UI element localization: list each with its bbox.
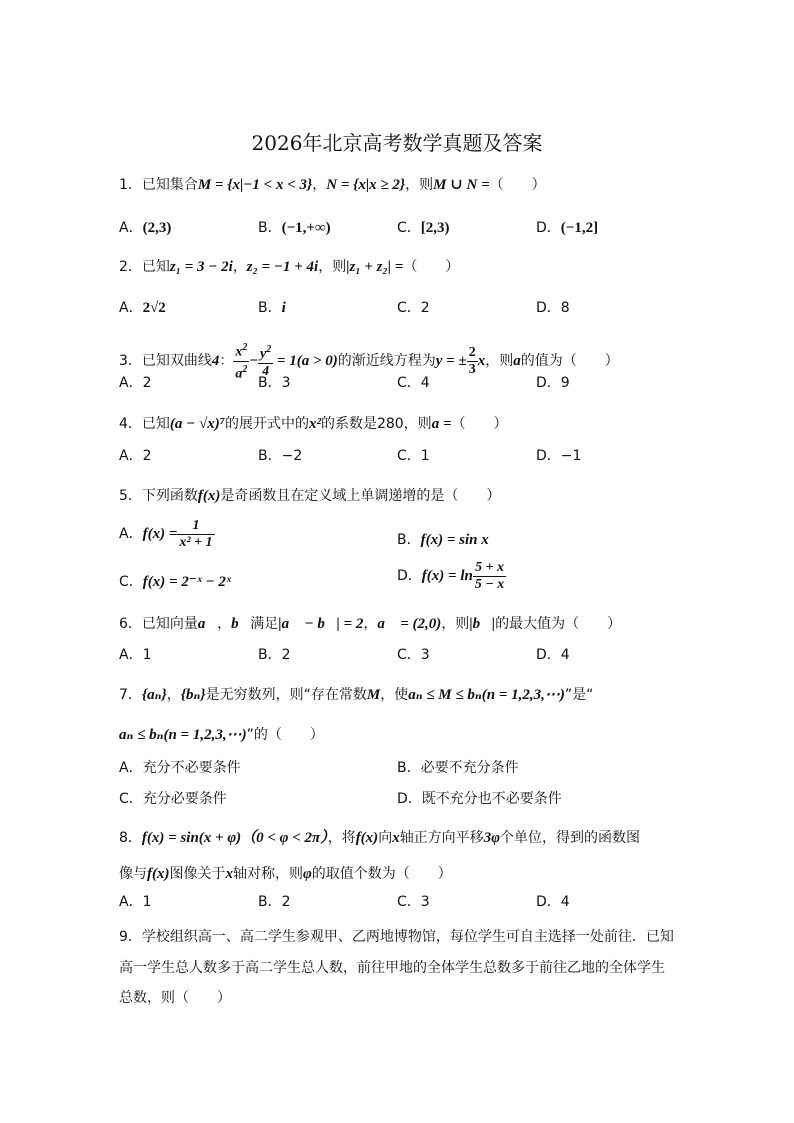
q5-option-d: D．f(x) = ln $\frac{5 + x}{5 - x}$: [397, 559, 505, 592]
q2-option-d: D．8: [536, 300, 570, 316]
q3-option-c: C．4: [397, 375, 430, 391]
q6-option-c: C．3: [397, 647, 430, 663]
q5-a-fraction: $\frac{1}{\text{x² + 1}}$: [179, 517, 213, 550]
q4-option-a: A．2: [119, 448, 152, 464]
question-9-line-2: 高一学生总人数多于高二学生总人数，前往甲地的全体学生总数多于前往乙地的全体学生: [119, 960, 665, 976]
question-1: 1．已知集合M = {x|−1 < x < 3}，N = {x|x ≥ 2}，则M ∪ N =（ ）: [119, 177, 546, 193]
question-9-line-3: 总数，则（ ）: [119, 990, 231, 1006]
q8-option-a: A．1: [119, 894, 152, 910]
question-8: 8．f(x) = sin(x + φ)（0 < φ < 2π），将f(x)向x轴正方向平移3φ个单位，得到的函数图: [119, 830, 640, 846]
q4-option-b: B．−2: [258, 448, 303, 464]
q3-option-a: A．2: [119, 375, 152, 391]
page-title: 2026年北京高考数学真题及答案: [251, 131, 543, 155]
q5-option-c: C．f(x) = 2⁻ˣ − 2ˣ: [119, 574, 232, 590]
q5-option-a: A．f(x) = $\frac{1}{\text{x² + 1}}$: [119, 517, 213, 550]
asymptote-slope: $\frac{2}{3}$: [468, 344, 476, 377]
q2-option-b: B．i: [258, 300, 286, 316]
q5-d-fraction: $\frac{5 + x}{5 - x}$: [474, 559, 505, 592]
q7-option-d: D．既不充分也不必要条件: [397, 791, 562, 807]
question-8-cont: 像与f(x)图像关于x轴对称，则φ的取值个数为（ ）: [119, 866, 452, 882]
q7-option-b: B．必要不充分条件: [397, 760, 519, 776]
q8-option-b: B．2: [258, 894, 291, 910]
q3-option-d: D．9: [536, 375, 570, 391]
q1-option-b: B．(−1,+∞): [258, 220, 331, 236]
hyperbola-y-term: $\frac{y^2}{4}$: [259, 344, 272, 379]
hyperbola-x-term: $\frac{x^2}{a^2}$: [235, 342, 248, 382]
set-n: N = {x|x ≥ 2}: [326, 177, 406, 193]
set-m: M = {x|−1 < x < 3}: [197, 177, 313, 193]
q7-option-a: A．充分不必要条件: [119, 760, 241, 776]
q7-option-c: C．充分必要条件: [119, 791, 227, 807]
q4-option-c: C．1: [397, 448, 430, 464]
question-9-line-1: 9．学校组织高一、高二学生参观甲、乙两地博物馆，每位学生可自主选择一处前往．已知: [119, 929, 674, 945]
q6-option-a: A．1: [119, 647, 152, 663]
q3-option-b: B．3: [258, 375, 291, 391]
q5-option-b: B．f(x) = sin x: [397, 532, 489, 548]
q1-option-a: A．(2,3): [119, 220, 172, 236]
q1-option-d: D．(−1,2]: [536, 220, 599, 236]
question-3: 3．已知双曲线4： $\frac{x^2}{a^2}$ − $\frac{y^2}{4}$ = 1(a > 0)的渐近线方程为y = ± $\frac{2}{3}$ x，则a的值为（ ）: [119, 342, 619, 382]
question-5: 5．下列函数f(x)是奇函数且在定义域上单调递增的是（ ）: [119, 488, 501, 504]
q8-option-d: D．4: [536, 894, 570, 910]
q2-option-c: C．2: [397, 300, 430, 316]
question-7: 7．{aₙ}，{bₙ}是无穷数列，则“存在常数M，使aₙ ≤ M ≤ bₙ(n = 1,2,3,⋯)”是“: [119, 687, 594, 703]
question-2: 2．已知z₁ = 3 − 2i，z₂ = −1 + 4i，则|z₁ + z₂| =（ ）: [119, 259, 460, 275]
q4-option-d: D．−1: [536, 448, 582, 464]
question-4: 4．已知(a − √x)⁷的展开式中的x²的系数是280，则a =（ ）: [119, 416, 508, 432]
q2-option-a: A．2√2: [119, 300, 166, 316]
q6-option-b: B．2: [258, 647, 291, 663]
question-7-cont: aₙ ≤ bₙ(n = 1,2,3,⋯)”的（ ）: [119, 727, 324, 743]
q8-option-c: C．3: [397, 894, 430, 910]
question-6: 6．已知向量a⃗，b⃗满足|a⃗ − b⃗| = 2，a⃗ = (2,0)，则|b⃗|的最大值为（ ）: [119, 616, 622, 632]
q1-option-c: C．[2,3): [397, 220, 450, 236]
q6-option-d: D．4: [536, 647, 570, 663]
